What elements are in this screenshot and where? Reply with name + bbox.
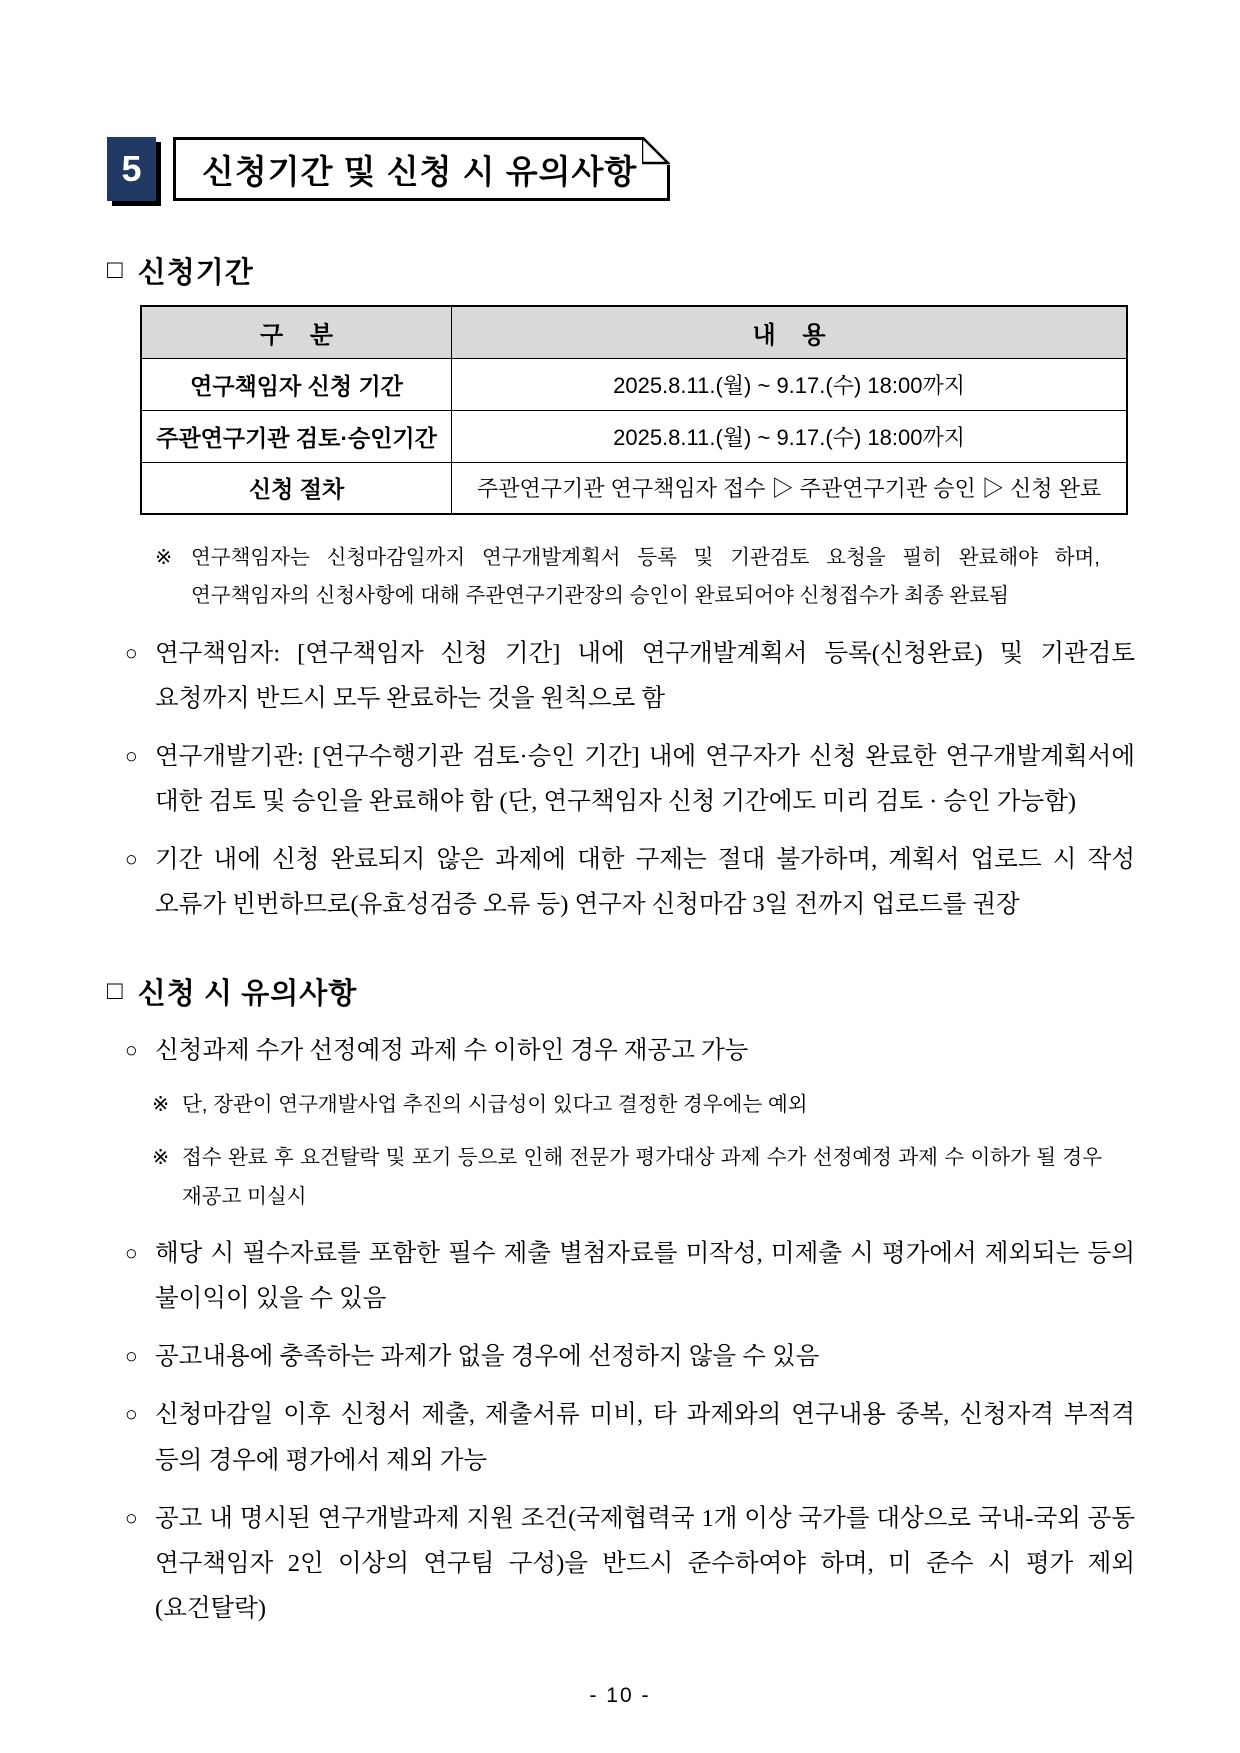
square-bullet-icon: □: [107, 975, 124, 1005]
reference-mark-icon: ※: [152, 1146, 170, 1170]
circle-bullet-icon: ○: [125, 744, 138, 768]
table-row: [141, 410, 1127, 462]
table-cell-label: 신청 절차: [141, 462, 452, 514]
table-header-category: 구 분: [141, 306, 452, 358]
section-title: 신청기간 및 신청 시 유의사항: [202, 152, 638, 190]
notes-list: [107, 1028, 1135, 1631]
subsection-heading-apply-period: [107, 250, 1135, 291]
sub-note-text: 단, 장관이 연구개발사업 추진의 시급성이 있다고 결정한 경우에는 예외: [182, 1093, 808, 1117]
square-bullet-icon: □: [107, 254, 124, 284]
reference-mark-icon: ※: [155, 546, 173, 569]
subsection-heading-notes: [107, 971, 1135, 1012]
list-item: [107, 734, 1135, 824]
circle-bullet-icon: ○: [125, 1505, 138, 1530]
bullet-text: 신청과제 수가 선정예정 과제 수 이하인 경우 재공고 가능: [155, 1037, 749, 1065]
sub-note: [152, 1139, 1102, 1217]
table-header-content: 내 용: [452, 306, 1127, 358]
table-footnote: [155, 539, 1100, 615]
table-row: [141, 358, 1127, 410]
list-item: [107, 1028, 1135, 1073]
bullet-text: 공고내용에 충족하는 과제가 없을 경우에 선정하지 않을 수 있음: [155, 1343, 820, 1371]
list-item: [107, 631, 1135, 721]
section-number-badge: 5: [107, 137, 156, 201]
bullet-text: 기간 내에 신청 완료되지 않은 과제에 대한 구제는 절대 불가하며, 계획서 업로드 시 작성 오류가 빈번하므로(유효성검증 오류 등) 연구자 신청마감 3일 전까지 업로드를 권장: [155, 846, 1135, 919]
bullet-text: 연구책임자: [연구책임자 신청 기간] 내에 연구개발계획서 등록(신청완료) 및 기관검토 요청까지 반드시 모두 완료하는 것을 원칙으로 함: [155, 639, 1135, 712]
footnote-text: 연구책임자는 신청마감일까지 연구개발계획서 등록 및 기관검토 요청을 필히 완료해야 하며, 연구책임자의 신청사항에 대해 주관연구기관장의 승인이 완료되어야 신청접수가 최종 완료됨: [191, 546, 1100, 607]
table-header-row: [141, 306, 1127, 358]
subsection-heading-text: 신청 시 유의사항: [137, 978, 358, 1011]
subsection-heading-text: 신청기간: [137, 257, 254, 289]
list-item: [107, 1392, 1135, 1482]
reference-mark-icon: ※: [152, 1093, 170, 1117]
sub-note: [152, 1086, 1102, 1125]
list-item: [107, 1231, 1135, 1321]
circle-bullet-icon: ○: [125, 1402, 138, 1427]
circle-bullet-icon: ○: [125, 640, 138, 665]
bullet-text: 신청마감일 이후 신청서 제출, 제출서류 미비, 타 과제와의 연구내용 중복, 신청자격 부적격 등의 경우에 평가에서 제외 가능: [155, 1401, 1135, 1474]
list-item: [107, 1496, 1135, 1631]
bullet-text: 해당 시 필수자료를 포함한 필수 제출 별첨자료를 미작성, 미제출 시 평가에서 제외되는 등의 불이익이 있을 수 있음: [155, 1240, 1135, 1313]
apply-period-bullet-list: [107, 631, 1135, 927]
sub-note-text: 접수 완료 후 요건탈락 및 포기 등으로 인해 전문가 평가대상 과제 수가 선정예정 과제 수 이하가 될 경우 재공고 미실시: [182, 1146, 1102, 1209]
table-cell-value: 주관연구기관 연구책임자 접수 ▷ 주관연구기관 승인 ▷ 신청 완료: [452, 462, 1127, 514]
bullet-text: 연구개발기관: [연구수행기관 검토·승인 기간] 내에 연구자가 신청 완료한 연구개발계획서에 대한 검토 및 승인을 완료해야 함 (단, 연구책임자 신청 기간에도 미리 검토 · 승인 가능함): [155, 743, 1135, 816]
table-row: [141, 462, 1127, 514]
circle-bullet-icon: ○: [125, 1344, 138, 1369]
circle-bullet-icon: ○: [125, 1241, 138, 1266]
section-header: [107, 137, 1135, 201]
table-cell-value: 2025.8.11.(월) ~ 9.17.(수) 18:00까지: [452, 358, 1127, 410]
section-title-box: [173, 137, 670, 201]
section-application-notes: [107, 971, 1135, 1631]
table-cell-label: 연구책임자 신청 기간: [141, 358, 452, 410]
table-cell-value: 2025.8.11.(월) ~ 9.17.(수) 18:00까지: [452, 410, 1127, 462]
list-item: [107, 837, 1135, 927]
bullet-text: 공고 내 명시된 연구개발과제 지원 조건(국제협력국 1개 이상 국가를 대상으로 국내-국외 공동 연구책임자 2인 이상의 연구팀 구성)을 반드시 준수하여야 하며, 미 준수 시 평가 제외(요건탈락): [155, 1504, 1135, 1622]
circle-bullet-icon: ○: [125, 847, 138, 872]
list-item: [107, 1334, 1135, 1379]
circle-bullet-icon: ○: [125, 1038, 138, 1063]
section-apply-period: [107, 250, 1135, 927]
page-number: - 10 -: [589, 1684, 651, 1707]
folded-corner-icon: [642, 137, 670, 165]
table-cell-label: 주관연구기관 검토·승인기간: [141, 410, 452, 462]
apply-period-table: [140, 305, 1128, 515]
